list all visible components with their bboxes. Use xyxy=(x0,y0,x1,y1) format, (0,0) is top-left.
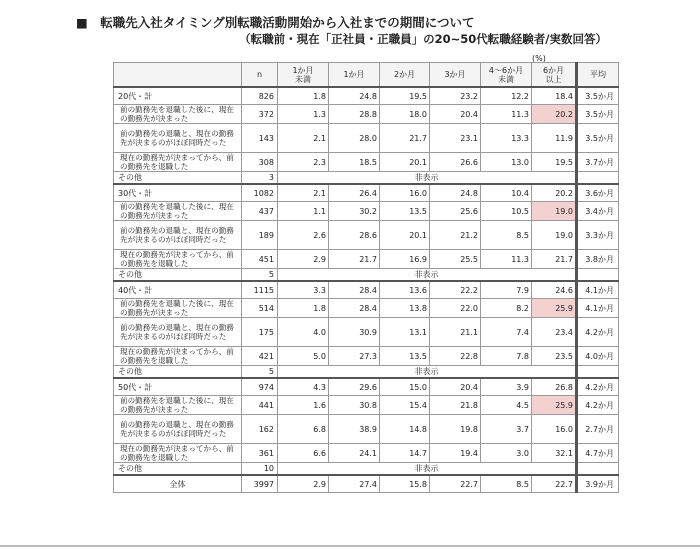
percent-cell: 14.7 xyxy=(380,444,430,463)
percent-cell: 2.9 xyxy=(278,250,329,269)
percent-cell: 26.4 xyxy=(329,184,380,202)
percent-cell: 4.3 xyxy=(278,378,329,396)
percent-cell: 15.4 xyxy=(380,396,430,415)
page-title: ■ 転職先入社タイミング別転職活動開始から入社までの期間について xyxy=(76,15,475,30)
percent-cell: 21.7 xyxy=(532,250,577,269)
average-cell: 4.2か月 xyxy=(577,378,619,396)
average-cell xyxy=(577,172,619,185)
percent-cell: 1.1 xyxy=(278,202,329,221)
percent-cell: 23.5 xyxy=(532,347,577,366)
average-cell: 2.7か月 xyxy=(577,415,619,444)
sample-size: 441 xyxy=(242,396,278,415)
table-row xyxy=(114,202,619,221)
average-cell: 4.0か月 xyxy=(577,347,619,366)
row-label: 前の勤務先の退職と、現在の勤務先が決まるのがほぼ同時だった xyxy=(114,318,242,347)
percent-cell: 3.3 xyxy=(278,281,329,299)
percent-cell: 1.3 xyxy=(278,105,329,124)
percent-cell: 21.2 xyxy=(430,221,481,250)
percent-cell: 14.8 xyxy=(380,415,430,444)
percent-cell: 28.4 xyxy=(329,281,380,299)
percent-cell: 1.8 xyxy=(278,87,329,105)
row-label: 現在の勤務先が決まってから、前の勤務先を退職した xyxy=(114,250,242,269)
percent-cell: 7.4 xyxy=(481,318,532,347)
row-label: 現在の勤務先が決まってから、前の勤務先を退職した xyxy=(114,153,242,172)
percent-cell: 4.0 xyxy=(278,318,329,347)
percent-cell: 28.6 xyxy=(329,221,380,250)
sample-size: 10 xyxy=(242,463,278,476)
row-label: 40代・計 xyxy=(114,281,242,299)
percent-cell: 11.3 xyxy=(481,250,532,269)
column-header: 1か月 未満 xyxy=(278,63,329,88)
sample-size: 3997 xyxy=(242,475,278,493)
percent-cell: 1.6 xyxy=(278,396,329,415)
percent-cell: 11.9 xyxy=(532,124,577,153)
percent-cell: 28.0 xyxy=(329,124,380,153)
column-header: 平均 xyxy=(577,63,619,88)
row-label: 前の勤務先の退職と、現在の勤務先が決まるのがほぼ同時だった xyxy=(114,221,242,250)
row-label: 50代・計 xyxy=(114,378,242,396)
sample-size: 451 xyxy=(242,250,278,269)
percent-cell: 10.5 xyxy=(481,202,532,221)
page-subtitle: （転職前・現在「正社員・正職員」の20~50代転職経験者/実数回答） xyxy=(239,32,607,46)
percent-cell: 20.2 xyxy=(532,184,577,202)
percent-cell: 7.9 xyxy=(481,281,532,299)
row-label: 現在の勤務先が決まってから、前の勤務先を退職した xyxy=(114,347,242,366)
percent-cell: 22.0 xyxy=(430,299,481,318)
percent-cell: 23.2 xyxy=(430,87,481,105)
column-header: 4～6か月 未満 xyxy=(481,63,532,88)
percent-cell: 2.1 xyxy=(278,184,329,202)
percent-cell: 13.8 xyxy=(380,299,430,318)
percent-cell: 18.4 xyxy=(532,87,577,105)
percent-cell: 21.8 xyxy=(430,396,481,415)
average-cell: 3.3か月 xyxy=(577,221,619,250)
percent-cell: 30.8 xyxy=(329,396,380,415)
sample-size: 421 xyxy=(242,347,278,366)
percent-cell: 19.0 xyxy=(532,221,577,250)
sample-size: 5 xyxy=(242,366,278,379)
row-label: 前の勤務先を退職した後に、現在の勤務先が決まった xyxy=(114,202,242,221)
percent-cell: 8.2 xyxy=(481,299,532,318)
percent-cell: 22.8 xyxy=(430,347,481,366)
row-label: 全体 xyxy=(114,475,242,493)
percent-cell: 13.6 xyxy=(380,281,430,299)
percent-cell: 24.8 xyxy=(329,87,380,105)
average-cell: 3.9か月 xyxy=(577,475,619,493)
percent-cell: 19.5 xyxy=(380,87,430,105)
hidden-note: 非表示 xyxy=(278,172,577,185)
percent-cell: 13.3 xyxy=(481,124,532,153)
row-label: 前の勤務先を退職した後に、現在の勤務先が決まった xyxy=(114,396,242,415)
bottom-divider xyxy=(0,545,700,547)
percent-cell: 4.5 xyxy=(481,396,532,415)
table-body xyxy=(114,87,619,493)
row-label: 20代・計 xyxy=(114,87,242,105)
percent-cell: 5.0 xyxy=(278,347,329,366)
percent-cell: 16.0 xyxy=(380,184,430,202)
column-header: 6か月 以上 xyxy=(532,63,577,88)
percent-cell: 27.4 xyxy=(329,475,380,493)
percent-cell: 24.8 xyxy=(430,184,481,202)
column-header: n xyxy=(242,63,278,88)
average-cell: 3.5か月 xyxy=(577,124,619,153)
percent-cell: 22.7 xyxy=(430,475,481,493)
average-cell: 4.1か月 xyxy=(577,281,619,299)
group-total-row xyxy=(114,281,619,299)
table-row xyxy=(114,250,619,269)
percent-cell: 29.6 xyxy=(329,378,380,396)
percent-cell: 28.8 xyxy=(329,105,380,124)
percent-cell: 6.8 xyxy=(278,415,329,444)
percent-cell: 25.6 xyxy=(430,202,481,221)
percent-cell: 21.7 xyxy=(380,124,430,153)
sample-size: 175 xyxy=(242,318,278,347)
table-row xyxy=(114,105,619,124)
percent-cell: 20.1 xyxy=(380,153,430,172)
percent-cell: 25.9 xyxy=(532,396,577,415)
percent-cell: 25.9 xyxy=(532,299,577,318)
sample-size: 143 xyxy=(242,124,278,153)
average-cell: 3.4か月 xyxy=(577,202,619,221)
average-cell: 3.5か月 xyxy=(577,87,619,105)
percent-cell: 3.7 xyxy=(481,415,532,444)
group-total-row xyxy=(114,184,619,202)
percent-cell: 19.8 xyxy=(430,415,481,444)
table-row xyxy=(114,221,619,250)
sample-size: 372 xyxy=(242,105,278,124)
percent-cell: 8.5 xyxy=(481,475,532,493)
percent-cell: 3.9 xyxy=(481,378,532,396)
row-label: 前の勤務先の退職と、現在の勤務先が決まるのがほぼ同時だった xyxy=(114,124,242,153)
percent-cell: 22.7 xyxy=(532,475,577,493)
table-row xyxy=(114,299,619,318)
average-cell: 3.5か月 xyxy=(577,105,619,124)
percent-cell: 38.9 xyxy=(329,415,380,444)
row-label: その他 xyxy=(114,269,242,282)
table-row xyxy=(114,415,619,444)
percent-cell: 13.5 xyxy=(380,202,430,221)
percent-cell: 20.4 xyxy=(430,378,481,396)
percent-cell: 7.8 xyxy=(481,347,532,366)
percent-cell: 2.6 xyxy=(278,221,329,250)
table-row xyxy=(114,444,619,463)
percent-cell: 18.0 xyxy=(380,105,430,124)
sample-size: 162 xyxy=(242,415,278,444)
other-row xyxy=(114,269,619,282)
row-label: 前の勤務先の退職と、現在の勤務先が決まるのがほぼ同時だった xyxy=(114,415,242,444)
percent-cell: 3.0 xyxy=(481,444,532,463)
average-cell xyxy=(577,463,619,476)
percent-cell: 11.3 xyxy=(481,105,532,124)
sample-size: 514 xyxy=(242,299,278,318)
sample-size: 3 xyxy=(242,172,278,185)
percent-cell: 18.5 xyxy=(329,153,380,172)
sample-size: 361 xyxy=(242,444,278,463)
percent-cell: 12.2 xyxy=(481,87,532,105)
sample-size: 1115 xyxy=(242,281,278,299)
row-label: 30代・計 xyxy=(114,184,242,202)
percent-cell: 13.0 xyxy=(481,153,532,172)
percent-cell: 19.4 xyxy=(430,444,481,463)
percent-cell: 24.1 xyxy=(329,444,380,463)
average-cell xyxy=(577,269,619,282)
percent-cell: 21.1 xyxy=(430,318,481,347)
average-cell: 4.2か月 xyxy=(577,396,619,415)
average-cell: 4.1か月 xyxy=(577,299,619,318)
percent-cell: 15.0 xyxy=(380,378,430,396)
sample-size: 308 xyxy=(242,153,278,172)
average-cell: 3.8か月 xyxy=(577,250,619,269)
percent-cell: 32.1 xyxy=(532,444,577,463)
percent-cell: 16.0 xyxy=(532,415,577,444)
percent-cell: 30.9 xyxy=(329,318,380,347)
hidden-note: 非表示 xyxy=(278,269,577,282)
hidden-note: 非表示 xyxy=(278,366,577,379)
percent-cell: 20.1 xyxy=(380,221,430,250)
table-row xyxy=(114,124,619,153)
percent-cell: 2.3 xyxy=(278,153,329,172)
sample-size: 974 xyxy=(242,378,278,396)
average-cell xyxy=(577,366,619,379)
table-row xyxy=(114,396,619,415)
table-row xyxy=(114,347,619,366)
column-header: 2か月 xyxy=(380,63,430,88)
percent-cell: 10.4 xyxy=(481,184,532,202)
percent-cell: 16.9 xyxy=(380,250,430,269)
unit-label: (%) xyxy=(532,54,546,63)
sample-size: 1082 xyxy=(242,184,278,202)
sample-size: 437 xyxy=(242,202,278,221)
other-row xyxy=(114,172,619,185)
percent-cell: 26.6 xyxy=(430,153,481,172)
table-row xyxy=(114,153,619,172)
group-total-row xyxy=(114,378,619,396)
row-label: 現在の勤務先が決まってから、前の勤務先を退職した xyxy=(114,444,242,463)
header-row xyxy=(114,63,619,88)
table-row xyxy=(114,318,619,347)
sample-size: 826 xyxy=(242,87,278,105)
column-header xyxy=(114,63,242,88)
group-total-row xyxy=(114,87,619,105)
percent-cell: 23.1 xyxy=(430,124,481,153)
row-label: 前の勤務先を退職した後に、現在の勤務先が決まった xyxy=(114,299,242,318)
average-cell: 4.2か月 xyxy=(577,318,619,347)
average-cell: 3.6か月 xyxy=(577,184,619,202)
percent-cell: 20.4 xyxy=(430,105,481,124)
percent-cell: 20.2 xyxy=(532,105,577,124)
total-row xyxy=(114,475,619,493)
row-label: その他 xyxy=(114,366,242,379)
percent-cell: 21.7 xyxy=(329,250,380,269)
percent-cell: 25.5 xyxy=(430,250,481,269)
percent-cell: 2.1 xyxy=(278,124,329,153)
row-label: その他 xyxy=(114,463,242,476)
percent-cell: 22.2 xyxy=(430,281,481,299)
percent-cell: 1.8 xyxy=(278,299,329,318)
percent-cell: 6.6 xyxy=(278,444,329,463)
percent-cell: 28.4 xyxy=(329,299,380,318)
percent-cell: 13.5 xyxy=(380,347,430,366)
column-header: 3か月 xyxy=(430,63,481,88)
other-row xyxy=(114,366,619,379)
percent-cell: 26.8 xyxy=(532,378,577,396)
row-label: 前の勤務先を退職した後に、現在の勤務先が決まった xyxy=(114,105,242,124)
percent-cell: 2.9 xyxy=(278,475,329,493)
percent-cell: 8.5 xyxy=(481,221,532,250)
percent-cell: 27.3 xyxy=(329,347,380,366)
percent-cell: 13.1 xyxy=(380,318,430,347)
row-label: その他 xyxy=(114,172,242,185)
data-table xyxy=(113,62,619,493)
percent-cell: 19.0 xyxy=(532,202,577,221)
average-cell: 4.7か月 xyxy=(577,444,619,463)
percent-cell: 24.6 xyxy=(532,281,577,299)
hidden-note: 非表示 xyxy=(278,463,577,476)
sample-size: 5 xyxy=(242,269,278,282)
column-header: 1か月 xyxy=(329,63,380,88)
percent-cell: 23.4 xyxy=(532,318,577,347)
percent-cell: 15.8 xyxy=(380,475,430,493)
percent-cell: 19.5 xyxy=(532,153,577,172)
average-cell: 3.7か月 xyxy=(577,153,619,172)
percent-cell: 30.2 xyxy=(329,202,380,221)
other-row xyxy=(114,463,619,476)
sample-size: 189 xyxy=(242,221,278,250)
